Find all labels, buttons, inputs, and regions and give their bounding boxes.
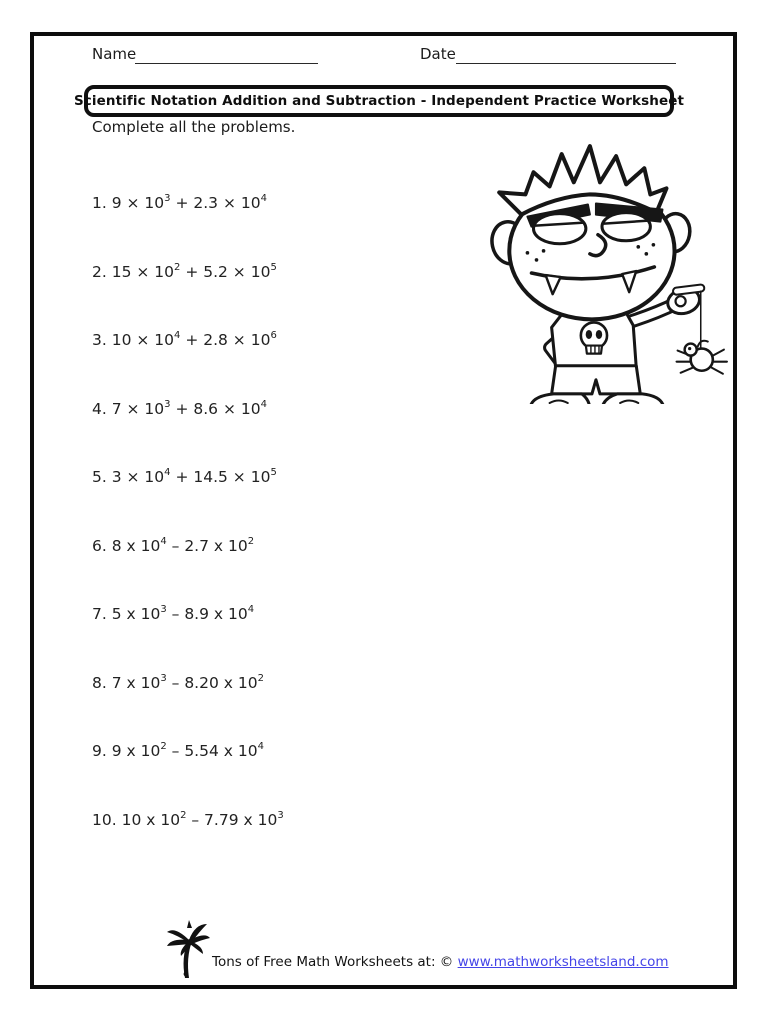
footer-credit: [212, 954, 669, 970]
problem-number: 9.: [92, 742, 112, 761]
problem-row: [92, 263, 277, 281]
problem-number: 3.: [92, 331, 112, 350]
problem-expression: 10 x $10^2 - 7.79$ x $10^3$: [121, 809, 284, 829]
problem-row: [92, 194, 267, 212]
problem-row: [92, 811, 284, 829]
problem-row: [92, 468, 277, 486]
footer-link[interactable]: www.mathworksheetsland.com: [457, 954, 669, 970]
palm-tree-icon: [165, 916, 211, 980]
problem-expression: 9 x $10^2 - 5.54$ x $10^4$: [111, 741, 264, 761]
name-label: Name: [92, 45, 137, 63]
date-blank-line: [456, 45, 676, 64]
problem-list: [92, 194, 432, 894]
problem-row: [92, 537, 254, 555]
boy-with-spider-illustration: [468, 138, 736, 404]
instruction-text: Complete all the problems.: [92, 118, 296, 136]
problem-row: [92, 674, 264, 692]
problem-row: [92, 331, 277, 349]
name-blank-line: [135, 45, 318, 64]
problem-number: 5.: [92, 468, 112, 487]
problem-expression: $15 \times 10^2 + 5.2 \times 10^5$: [111, 261, 277, 281]
problem-row: [92, 400, 267, 418]
problem-expression: 8 x $10^4 - 2.7$ x $10^2$: [111, 535, 255, 555]
problem-expression: $7 \times 10^3 + 8.6 \times 10^4$: [111, 398, 267, 418]
problem-row: [92, 742, 264, 760]
problem-expression: 5 x $10^3 - 8.9$ x $10^4$: [111, 604, 255, 624]
problem-number: 10.: [92, 810, 122, 829]
footer-credit-text: Tons of Free Math Worksheets at: ©: [212, 954, 454, 970]
problem-expression: $9 \times 10^3 + 2.3 \times 10^4$: [111, 193, 267, 213]
problem-number: 8.: [92, 673, 112, 692]
problem-number: 4.: [92, 399, 112, 418]
problem-number: 2.: [92, 262, 112, 281]
problem-number: 6.: [92, 536, 112, 555]
problem-expression: 7 x $10^3 - 8.20$ x $10^2$: [111, 672, 264, 692]
problem-expression: $3 \times 10^4 + 14.5 \times 10^5$: [111, 467, 277, 487]
problem-number: 7.: [92, 605, 112, 624]
problem-row: [92, 605, 254, 623]
worksheet-page: [30, 32, 737, 989]
date-label: Date: [420, 45, 456, 63]
problem-number: 1.: [92, 194, 112, 213]
worksheet-title: Scientific Notation Addition and Subtraction - Independent Practice Worksheet: [73, 93, 685, 109]
problem-expression: $10 \times 10^4 + 2.8 \times 10^6$: [111, 330, 277, 350]
title-box: [73, 85, 685, 117]
